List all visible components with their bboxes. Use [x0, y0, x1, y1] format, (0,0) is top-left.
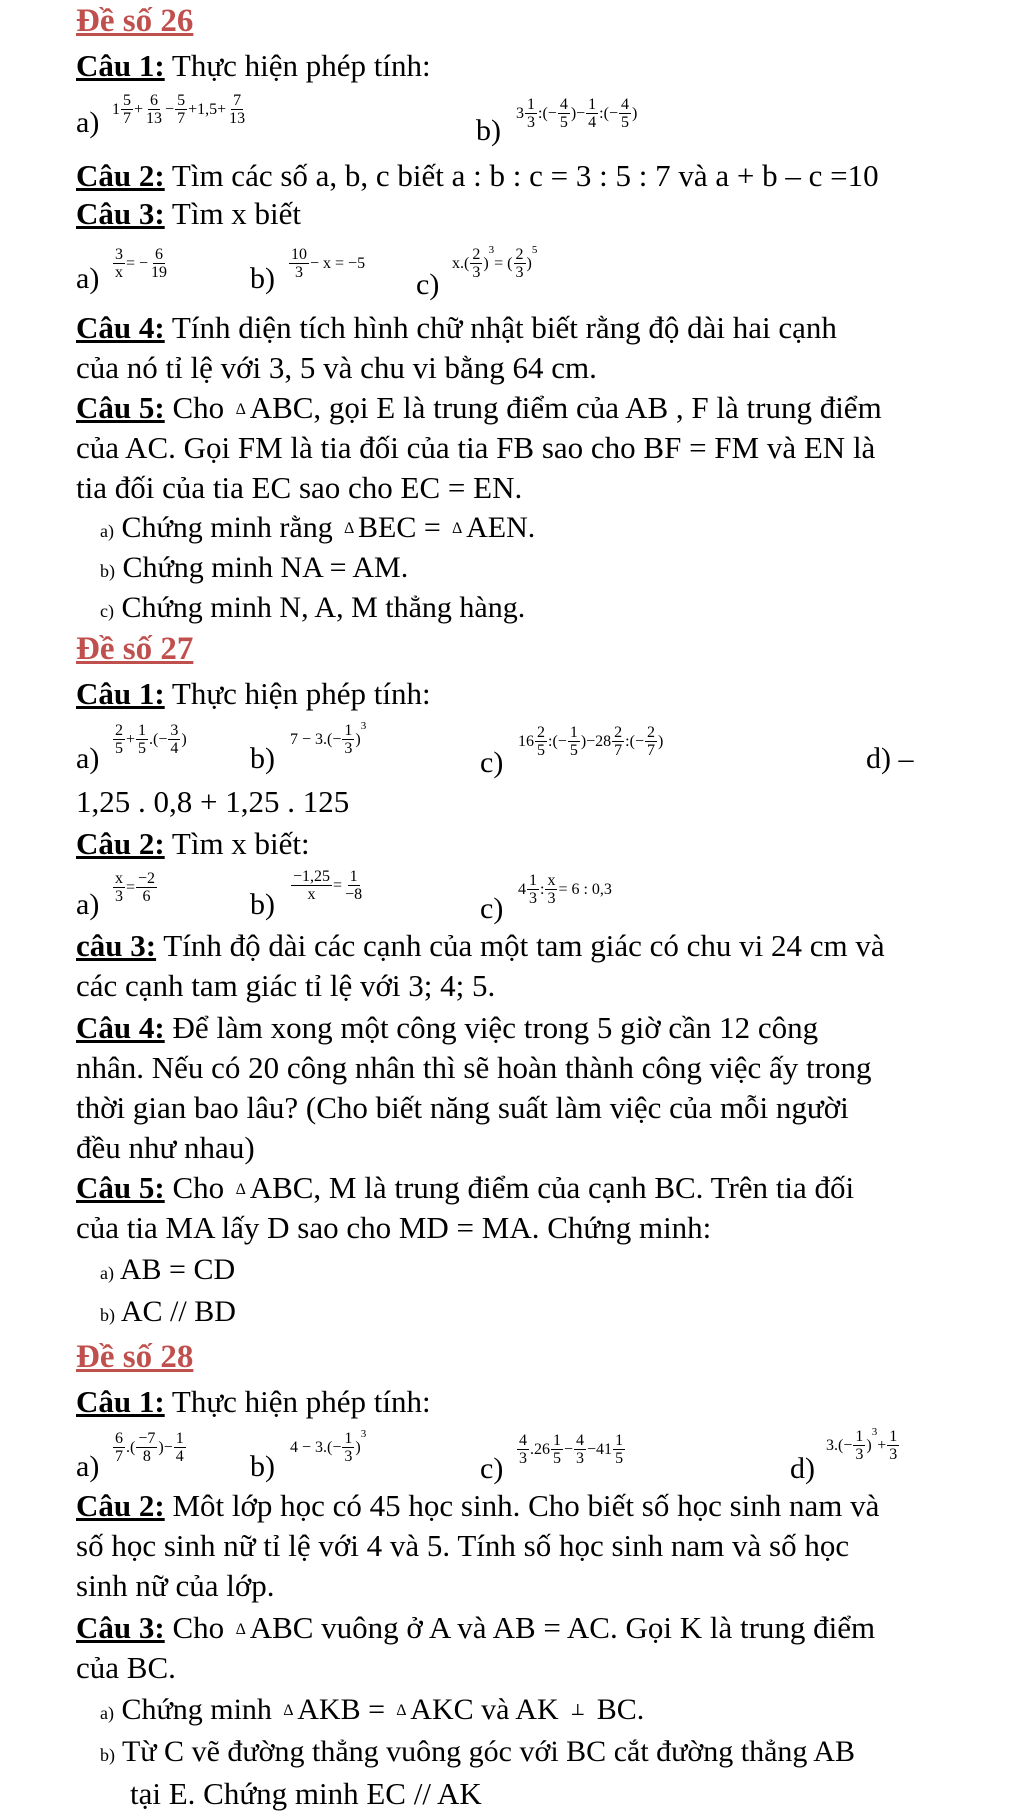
q5-line1: Câu 5: Cho ∆ ABC, gọi E là trung điểm của AB , F là trung điểm	[76, 390, 882, 425]
q1b-label: b)	[476, 114, 501, 147]
q1b-label-28: b)	[250, 1450, 275, 1483]
q3-line1-28: Câu 3: Cho ∆ ABC vuông ở A và AB = AC. Gọi K là trung điểm	[76, 1610, 876, 1645]
q2a-label-27: a)	[76, 888, 100, 921]
q1a-expression: 1 $\frac{5}{7}$ + $\frac{6}{13}$ − $\frac{5}{7}$ +1,5+ $\frac{7}{13}$	[112, 92, 246, 127]
q3-line2-27: các cạnh tam giác tỉ lệ với 3; 4; 5.	[76, 968, 496, 1003]
q3b-line2-28: tại E. Chứng minh EC // AK	[130, 1776, 482, 1811]
q5b-line-27: b) AC // BD	[100, 1295, 236, 1328]
section-title-27: Đề số 27	[76, 631, 194, 667]
q5-line3: tia đối của tia EC sao cho EC = EN.	[76, 470, 523, 505]
q3-line1-27: câu 3: Tính độ dài các cạnh của một tam giác có chu vi 24 cm và	[76, 928, 885, 963]
q1d-label-27: d) –	[866, 742, 914, 775]
q3a-line-28: a) Chứng minh ∆ AKB = ∆ AKC và AK ⊥ BC.	[100, 1693, 645, 1726]
q2-line1-28: Câu 2: Môt lớp học có 45 học sinh. Cho biết số học sinh nam và	[76, 1488, 880, 1523]
q1b-expression: 3 $\frac{1}{3}$ :( − $\frac{4}{5}$ )− $\frac{1}{4}$ :( − $\frac{4}{5}$ )	[516, 96, 638, 131]
q4-line2-27: nhân. Nếu có 20 công nhân thì sẽ hoàn thành công việc ấy trong	[76, 1050, 872, 1085]
q2c-expression-27: 4 $\frac{1}{3}$ : $\frac{x}{3}$ = 6 : 0,3	[518, 872, 612, 907]
q3c-expression: x.( $\frac{2}{3}$ ) 3 = ( $\frac{2}{3}$ ) 5	[452, 243, 538, 281]
q5a-line: a) Chứng minh rằng ∆ BEC = ∆ AEN.	[100, 511, 536, 544]
q2c-label-27: c)	[480, 892, 504, 925]
q2b-label-27: b)	[250, 888, 275, 921]
q1-line-28: Câu 1: Thực hiện phép tính:	[76, 1384, 431, 1419]
q1d-expression-27: 1,25 . 0,8 + 1,25 . 125	[76, 784, 350, 819]
q1b-expression-28: 4 − 3.( − $\frac{1}{3}$ ) 3	[290, 1427, 367, 1465]
q4-line3-27: thời gian bao lâu? (Cho biết năng suất làm việc của mỗi người	[76, 1090, 849, 1125]
section-title-26: Đề số 26	[76, 3, 194, 39]
q1c-label-27: c)	[480, 746, 504, 779]
q1-line-27: Câu 1: Thực hiện phép tính:	[76, 676, 431, 711]
q5-line1-27: Câu 5: Cho ∆ ABC, M là trung điểm của cạnh BC. Trên tia đối	[76, 1170, 855, 1205]
q3-line2-28: của BC.	[76, 1650, 176, 1685]
section-title-28: Đề số 28	[76, 1339, 194, 1375]
q1a-expression-28: $\frac{6}{7}$ .( $\frac{-7}{8}$ )− $\frac{1}{4}$	[115, 1430, 184, 1465]
q4-line2: của nó tỉ lệ với 3, 5 và chu vi bằng 64 cm.	[76, 350, 597, 385]
q3b-label: b)	[250, 262, 275, 295]
q5c-line: c) Chứng minh N, A, M thẳng hàng.	[100, 591, 526, 624]
q4-line1-27: Câu 4: Để làm xong một công việc trong 5 giờ cần 12 công	[76, 1010, 819, 1045]
q1-line	[76, 48, 431, 84]
q5-line2: của AC. Gọi FM là tia đối của tia FB sao cho BF = FM và EN là	[76, 430, 876, 465]
q1c-label-28: c)	[480, 1452, 504, 1485]
q2-line-27: Câu 2: Tìm x biết:	[76, 826, 310, 861]
q1-label: Câu 1:	[76, 48, 165, 83]
q3-line: Câu 3: Tìm x biết	[76, 196, 302, 231]
q1a-label-27: a)	[76, 742, 100, 775]
q2-line2-28: số học sinh nữ tỉ lệ với 4 và 5. Tính số học sinh nam và số học	[76, 1528, 850, 1563]
q1a-label-28: a)	[76, 1450, 100, 1483]
q2a-expression-27: $\frac{x}{3}$ = $\frac{-2}{6}$	[115, 870, 156, 905]
q3b-expression: $\frac{10}{3}$ − x = −5	[291, 246, 366, 281]
q3a-expression: $\frac{3}{x}$ = − $\frac{6}{19}$	[115, 246, 168, 281]
q5a-line-27: a) AB = CD	[100, 1253, 236, 1286]
q1b-label-27: b)	[250, 742, 275, 775]
q1c-expression-27: 16 $\frac{2}{5}$ :( − $\frac{1}{5}$ )−28 $\frac{2}{7}$ :( − $\frac{2}{7}$ )	[518, 724, 664, 759]
q1c-expression-28: $\frac{4}{3}$ .26 $\frac{1}{5}$ − $\frac{4}{3}$ −41 $\frac{1}{5}$	[519, 1432, 624, 1467]
q1a-expression-27: $\frac{2}{5}$ + $\frac{1}{5}$ .( − $\frac{3}{4}$ )	[115, 722, 187, 757]
q1-text: Thực hiện phép tính:	[164, 48, 431, 83]
q4-line1: Câu 4: Tính diện tích hình chữ nhật biết rằng độ dài hai cạnh	[76, 310, 837, 345]
q2b-expression-27: $\frac{-1,25}{x}$ = $\frac{1}{-8}$	[293, 868, 363, 903]
q2-line: Câu 2: Tìm các số a, b, c biết a : b : c = 3 : 5 : 7 và a + b – c =10	[76, 158, 879, 193]
q4-line4-27: đều như nhau)	[76, 1130, 255, 1165]
q1d-label-28: d)	[790, 1452, 815, 1485]
q1a-label: a)	[76, 106, 100, 139]
q1d-expression-28: 3.( − $\frac{1}{3}$ ) 3 + $\frac{1}{3}$	[826, 1425, 898, 1463]
q2-line3-28: sinh nữ của lớp.	[76, 1568, 275, 1603]
q3a-label: a)	[76, 262, 100, 295]
q5b-line: b) Chứng minh NA = AM.	[100, 551, 409, 584]
q3b-line-28: b) Từ C vẽ đường thẳng vuông góc với BC cắt đường thẳng AB	[100, 1735, 855, 1768]
q3c-label: c)	[416, 268, 440, 301]
q1b-expression-27: 7 − 3.( − $\frac{1}{3}$ ) 3	[290, 719, 367, 757]
q5-line2-27: của tia MA lấy D sao cho MD = MA. Chứng minh:	[76, 1210, 712, 1245]
